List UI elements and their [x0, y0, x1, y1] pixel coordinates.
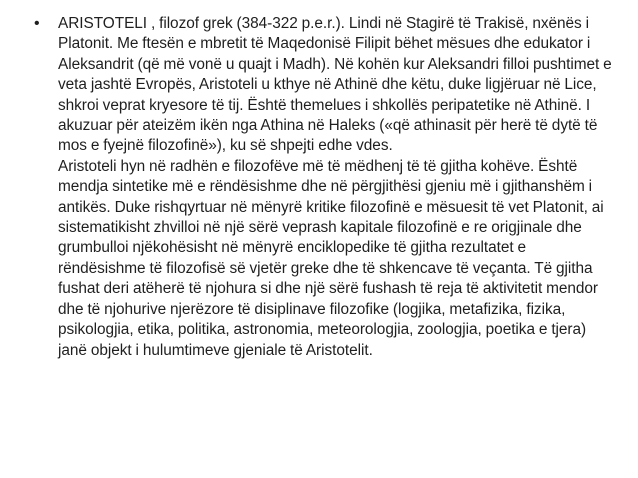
- bullet-icon: •: [34, 15, 40, 32]
- paragraph-biography: ARISTOTELI , filozof grek (384-322 p.e.r.). Lindi në Stagirë të Trakisë, nxënës i Platonit. Me ftesën e mbretit të Maqedonisë Filipit bëhet mësues dhe edukator i Aleksandrit (që më vonë u quajt i Madh). Në kohën kur Aleksandri filloi pushtimet e veta jashtë Evropës, Aristoteli u kthye në Athinë dhe këtu, duke ligjëruar në Lice, shkroi veprat kryesore të tij. Është themelues i shkollës peripatetike në Athinë. I akuzuar për ateizëm ikën nga Athina në Haleks («që athinasit për herë të dytë të mos e fyejnë filozofinë»), ku së shpejti edhe vdes.: [58, 15, 612, 155]
- bullet-list: [34, 14, 614, 361]
- bullet-item: [34, 14, 614, 361]
- paragraph-legacy: Aristoteli hyn në radhën e filozofëve më të mëdhenj të të gjitha kohëve. Është mendja sintetike më e rëndësishme dhe në përgjithësi gjeniu më i gjithanshëm i antikës. Duke rishqyrtuar në mënyrë kritike filozofinë e mësuesit të vet Platonit, ai sistematikisht zhvilloi në një sërë veprash kapitale filozofinë e re origjinale dhe grumbulloi njëkohësisht në mënyrë enciklopedike të gjitha rezultatet e rëndësishme të filozofisë së vjetër greke dhe të shkencave të veçanta. Të gjitha fushat deri atëherë të njohura si dhe një sërë fushash të reja të aktivitetit mendor dhe të njohurive njerëzore të disiplinave filozofike (logjika, metafizika, fizika, psikologjia, etika, politika, astronomia, meteorologjia, zoologjia, poetika e tjera) janë objekt i hulumtimeve gjeniale të Aristotelit.: [58, 157, 604, 359]
